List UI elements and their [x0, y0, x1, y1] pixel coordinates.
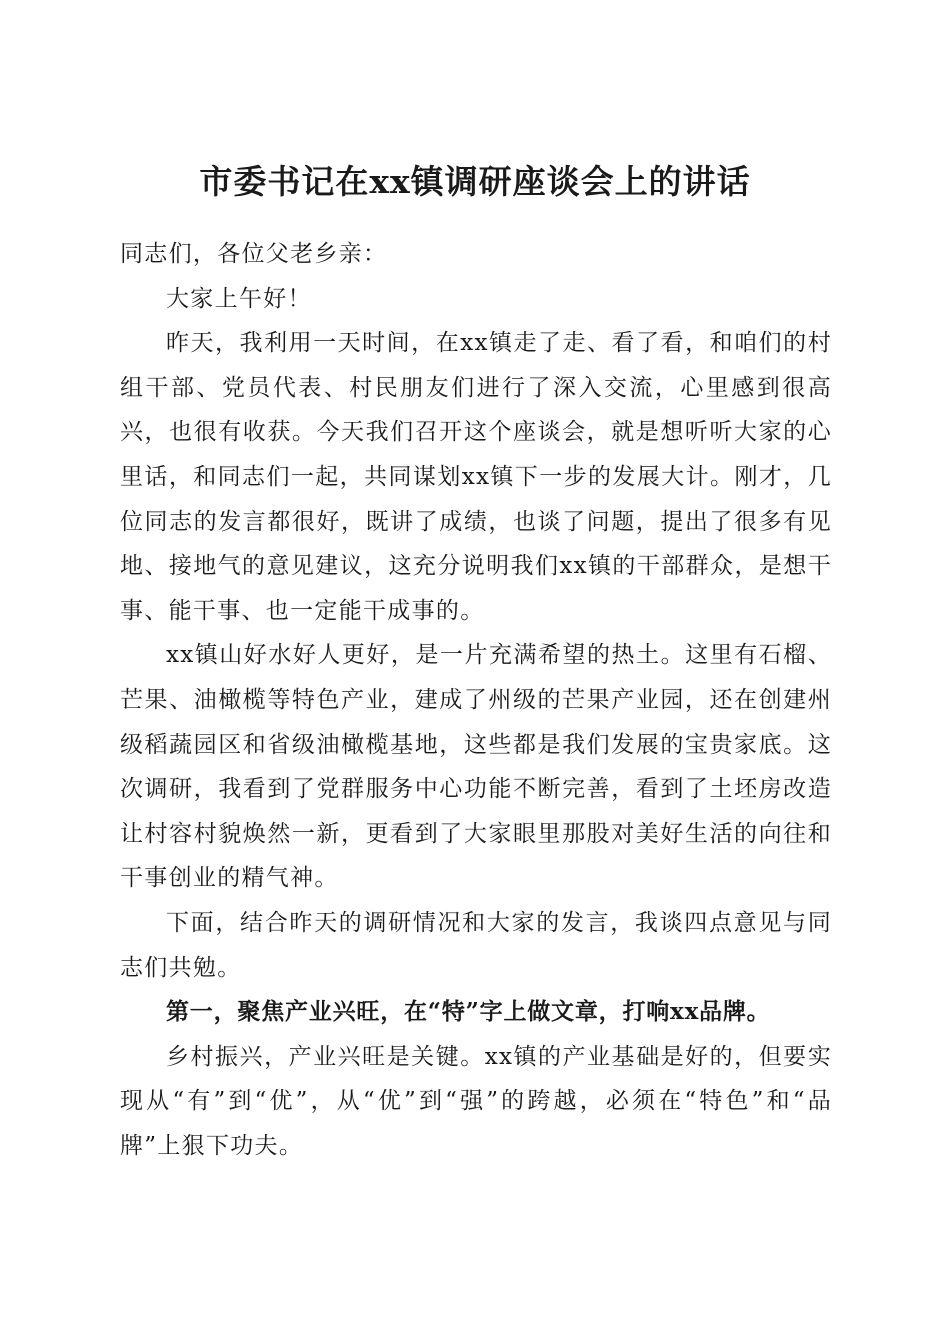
section-paragraph-1: 乡村振兴，产业兴旺是关键。xx镇的产业基础是好的，但要实现从“有”到“优”，从“优”到“强”的跨越，必须在“特色”和“品牌”上狠下功夫。: [120, 1043, 832, 1159]
document-title: 市委书记在xx镇调研座谈会上的讲话: [199, 162, 751, 202]
paragraph-town-overview: xx镇山好水好人更好，是一片充满希望的热土。这里有石榴、芒果、油橄榄等特色产业，建成了州级的芒果产业园，还在创建州级稻蔬园区和省级油橄榄基地，这些都是我们发展的宝贵家底。这次调研，我看到了党群服务中心功能不断完善，看到了土坯房改造让村容村貌焕然一新，更看到了大家眼里那股对美好生活的向往和干事创业的精气神。: [120, 642, 832, 892]
greeting: 大家上午好！: [166, 285, 312, 312]
salutation: 同志们，各位父老乡亲：: [120, 241, 388, 267]
paragraph-transition: 下面，结合昨天的调研情况和大家的发言，我谈四点意见与同志们共勉。: [120, 909, 832, 981]
section-heading-1: 第一，聚焦产业兴旺，在“特”字上做文章，打响xx品牌。: [166, 998, 771, 1026]
paragraph-intro: 昨天，我利用一天时间，在xx镇走了走、看了看，和咱们的村组干部、党员代表、村民朋友们进行了深入交流，心里感到很高兴，也很有收获。今天我们召开这个座谈会，就是想听听大家的心里话，和同志们一起，共同谋划xx镇下一步的发展大计。刚才，几位同志的发言都很好，既讲了成绩，也谈了问题，提出了很多有见地、接地气的意见建议，这充分说明我们xx镇的干部群众，是想干事、能干事、也一定能干成事的。: [120, 330, 832, 624]
document-body: [120, 232, 832, 1168]
